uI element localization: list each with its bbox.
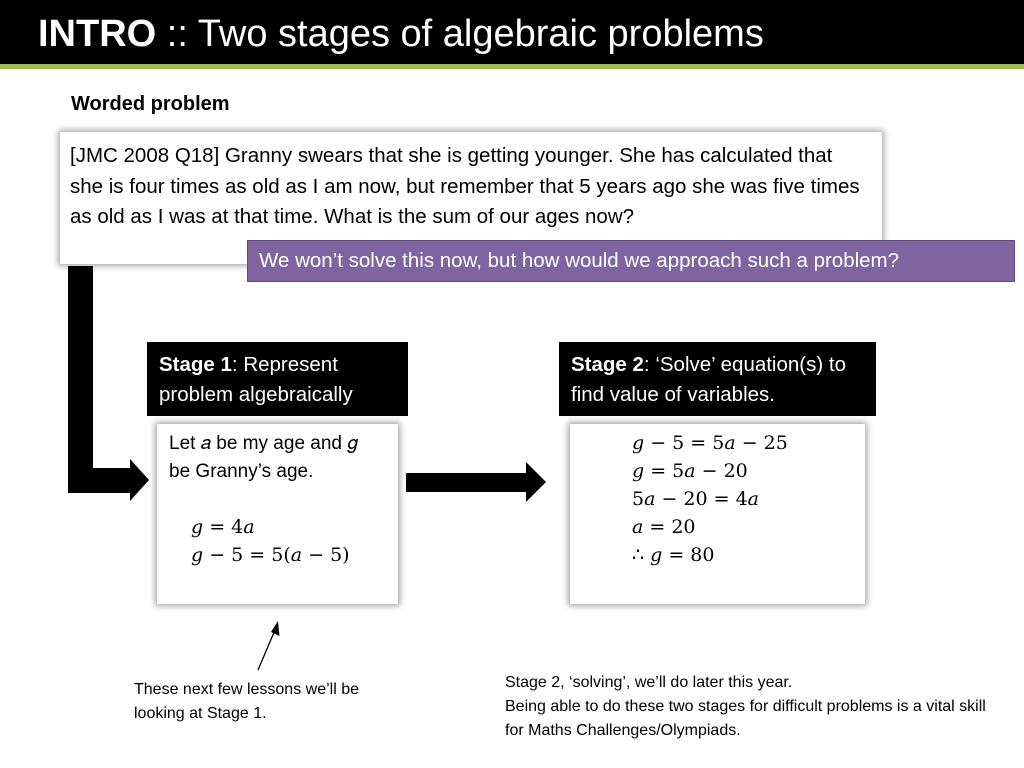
stage2-label-rest: : ‘Solve’ equation(s) to find value of variables. <box>571 353 846 406</box>
stage1-label-rest: : Represent problem algebraically <box>159 353 353 406</box>
stage2-equations <box>632 429 788 569</box>
down-right-arrow <box>68 266 149 501</box>
approach-question-box: We won’t solve this now, but how would we approach such a problem? <box>247 240 1015 282</box>
stage1-definition-line: be Granny’s age. <box>169 461 314 482</box>
stage2-note-line1: Stage 2, ‘solving’, we’ll do later this year. <box>505 674 793 691</box>
stage1-label-bold: Stage 1 <box>159 353 232 376</box>
stage2-equation: 𝑔 − 5 = 5𝑎 − 25 <box>632 432 788 454</box>
stage2-equation: 𝑔 = 5𝑎 − 20 <box>632 460 748 482</box>
stage1-definition-line: Let 𝑎 be my age and 𝑔 <box>169 433 358 454</box>
stage2-equation: 𝑎 = 20 <box>632 516 696 538</box>
stage1-equation: 𝑔 = 4𝑎 <box>191 516 255 538</box>
slide-title-rest: :: Two stages of algebraic problems <box>156 13 764 55</box>
stage2-equation: ∴ 𝑔 = 80 <box>632 544 715 566</box>
stage2-label-bold: Stage 2 <box>571 353 644 376</box>
stage2-note-line2: Being able to do these two stages for difficult problems is a vital skill for Maths Challenges/Olympiads. <box>505 698 986 739</box>
stage1-note: These next few lessons we’ll be looking at Stage 1. <box>134 681 359 722</box>
stage2-note <box>505 671 1005 743</box>
worded-problem-label: Worded problem <box>71 93 230 115</box>
stage1-label <box>147 342 408 416</box>
problem-text: [JMC 2008 Q18] Granny swears that she is getting younger. She has calculated that she is four times as old as I am now, but remember that 5 years ago she was five times as old as I was at that time. What is the sum of our ages now? <box>70 144 860 228</box>
stage1-equations <box>191 513 350 569</box>
pointer-arrow-head <box>271 621 280 636</box>
right-arrow <box>406 462 546 502</box>
stage1-equation: 𝑔 − 5 = 5(𝑎 − 5) <box>191 544 350 566</box>
stage2-equation: 5𝑎 − 20 = 4𝑎 <box>632 488 760 510</box>
slide-title-bold: INTRO <box>38 13 157 55</box>
pointer-arrow-line <box>258 630 275 670</box>
stage2-label <box>559 342 876 416</box>
stage1-definitions <box>169 430 358 486</box>
